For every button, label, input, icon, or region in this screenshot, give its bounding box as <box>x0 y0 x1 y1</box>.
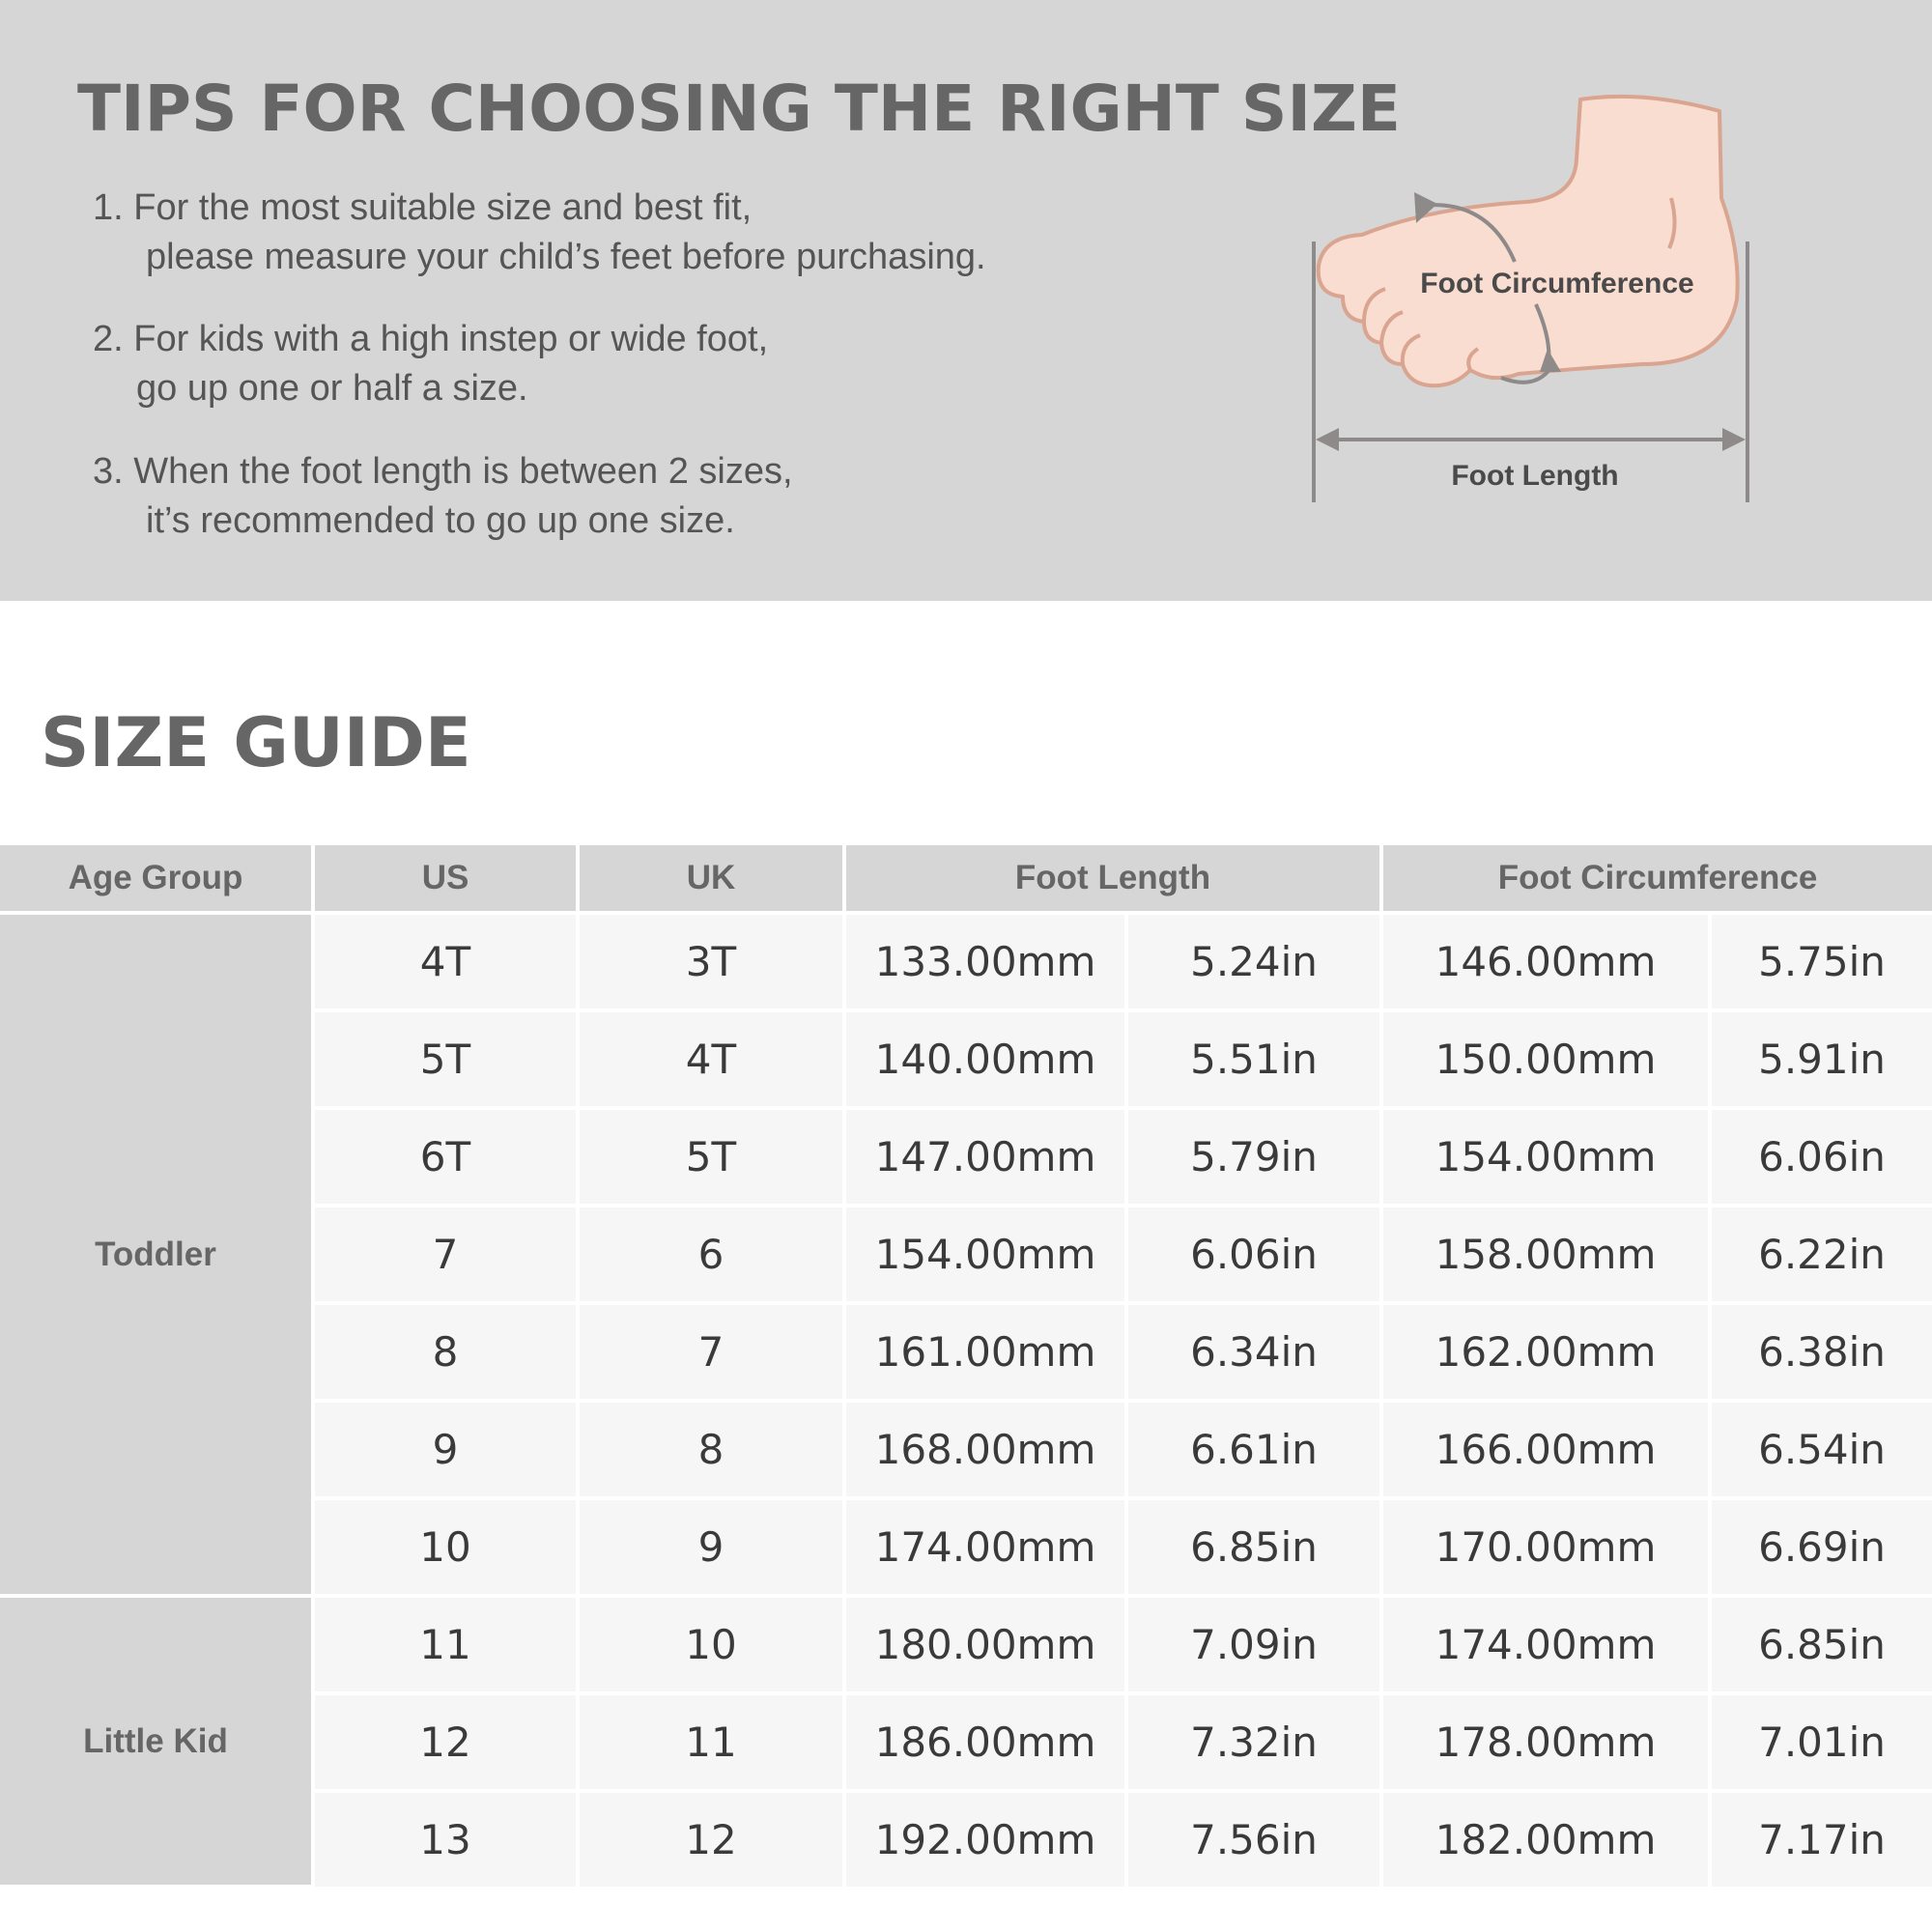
cell-uk: 9 <box>578 1498 844 1596</box>
table-body <box>0 913 1932 1887</box>
cell-length-in: 6.61in <box>1126 1401 1381 1498</box>
header-age-group: Age Group <box>0 845 313 913</box>
arrowhead-right-icon <box>1722 428 1746 451</box>
arrowhead-left-icon <box>1316 428 1339 451</box>
cell-us: 7 <box>313 1206 578 1303</box>
cell-length-in: 5.24in <box>1126 913 1381 1010</box>
header-foot-circumference: Foot Circumference <box>1381 845 1932 913</box>
cell-circumference-in: 7.01in <box>1710 1693 1932 1791</box>
cell-us: 6T <box>313 1108 578 1206</box>
cell-us: 5T <box>313 1010 578 1108</box>
size-guide-table <box>0 845 1932 1889</box>
cell-length-in: 6.06in <box>1126 1206 1381 1303</box>
tips-title: TIPS FOR CHOOSING THE RIGHT SIZE <box>77 71 1401 146</box>
cell-circumference-in: 5.75in <box>1710 913 1932 1010</box>
tip-item-1-line2: please measure your child’s feet before purchasing. <box>146 237 986 277</box>
cell-length-mm: 174.00mm <box>844 1498 1126 1596</box>
cell-circumference-mm: 162.00mm <box>1381 1303 1710 1401</box>
tip-item-2-line2: go up one or half a size. <box>136 368 528 409</box>
tip-item-3-line2: it’s recommended to go up one size. <box>146 500 735 541</box>
cell-length-mm: 154.00mm <box>844 1206 1126 1303</box>
cell-length-mm: 192.00mm <box>844 1791 1126 1887</box>
cell-length-mm: 147.00mm <box>844 1108 1126 1206</box>
cell-circumference-mm: 150.00mm <box>1381 1010 1710 1108</box>
cell-length-mm: 180.00mm <box>844 1596 1126 1693</box>
cell-circumference-mm: 182.00mm <box>1381 1791 1710 1887</box>
cell-circumference-mm: 166.00mm <box>1381 1401 1710 1498</box>
tip-item-2 <box>93 315 768 413</box>
cell-circumference-mm: 158.00mm <box>1381 1206 1710 1303</box>
cell-length-mm: 161.00mm <box>844 1303 1126 1401</box>
tip-item-3-line1: 3. When the foot length is between 2 sizes, <box>93 451 793 492</box>
cell-uk: 8 <box>578 1401 844 1498</box>
cell-uk: 6 <box>578 1206 844 1303</box>
table-row <box>0 1596 1932 1693</box>
cell-circumference-in: 5.91in <box>1710 1010 1932 1108</box>
cell-us: 10 <box>313 1498 578 1596</box>
cell-uk: 12 <box>578 1791 844 1887</box>
cell-length-mm: 168.00mm <box>844 1401 1126 1498</box>
cell-circumference-mm: 178.00mm <box>1381 1693 1710 1791</box>
table-header-row <box>0 845 1932 913</box>
cell-length-in: 7.56in <box>1126 1791 1381 1887</box>
cell-uk: 10 <box>578 1596 844 1693</box>
cell-circumference-in: 6.38in <box>1710 1303 1932 1401</box>
header-uk: UK <box>578 845 844 913</box>
cell-length-in: 6.34in <box>1126 1303 1381 1401</box>
cell-circumference-in: 6.54in <box>1710 1401 1932 1498</box>
tips-panel <box>0 0 1932 601</box>
cell-us: 9 <box>313 1401 578 1498</box>
table-row <box>0 913 1932 1010</box>
age-group-cell: Little Kid <box>0 1596 313 1887</box>
cell-uk: 4T <box>578 1010 844 1108</box>
cell-length-in: 5.51in <box>1126 1010 1381 1108</box>
cell-circumference-in: 6.06in <box>1710 1108 1932 1206</box>
cell-circumference-mm: 170.00mm <box>1381 1498 1710 1596</box>
tip-item-3 <box>93 447 793 546</box>
cell-circumference-in: 6.69in <box>1710 1498 1932 1596</box>
tip-item-1-line1: 1. For the most suitable size and best fit, <box>93 187 753 228</box>
cell-uk: 7 <box>578 1303 844 1401</box>
cell-circumference-mm: 146.00mm <box>1381 913 1710 1010</box>
foot-circumference-label: Foot Circumference <box>1420 268 1694 299</box>
header-foot-length: Foot Length <box>844 845 1381 913</box>
cell-length-mm: 140.00mm <box>844 1010 1126 1108</box>
cell-us: 4T <box>313 913 578 1010</box>
cell-circumference-in: 6.22in <box>1710 1206 1932 1303</box>
cell-circumference-mm: 174.00mm <box>1381 1596 1710 1693</box>
tip-item-2-line1: 2. For kids with a high instep or wide foot, <box>93 319 769 359</box>
cell-length-in: 7.32in <box>1126 1693 1381 1791</box>
cell-uk: 11 <box>578 1693 844 1791</box>
cell-us: 8 <box>313 1303 578 1401</box>
cell-length-mm: 186.00mm <box>844 1693 1126 1791</box>
header-us: US <box>313 845 578 913</box>
tip-item-1 <box>93 184 986 282</box>
foot-length-label: Foot Length <box>1451 460 1619 492</box>
cell-us: 12 <box>313 1693 578 1791</box>
cell-uk: 3T <box>578 913 844 1010</box>
cell-us: 13 <box>313 1791 578 1887</box>
cell-circumference-mm: 154.00mm <box>1381 1108 1710 1206</box>
cell-us: 11 <box>313 1596 578 1693</box>
cell-circumference-in: 7.17in <box>1710 1791 1932 1887</box>
cell-length-in: 7.09in <box>1126 1596 1381 1693</box>
cell-uk: 5T <box>578 1108 844 1206</box>
cell-length-in: 6.85in <box>1126 1498 1381 1596</box>
cell-length-mm: 133.00mm <box>844 913 1126 1010</box>
foot-measurement-diagram <box>1294 82 1777 517</box>
cell-circumference-in: 6.85in <box>1710 1596 1932 1693</box>
size-guide-title: SIZE GUIDE <box>41 703 471 782</box>
cell-length-in: 5.79in <box>1126 1108 1381 1206</box>
age-group-cell: Toddler <box>0 913 313 1596</box>
